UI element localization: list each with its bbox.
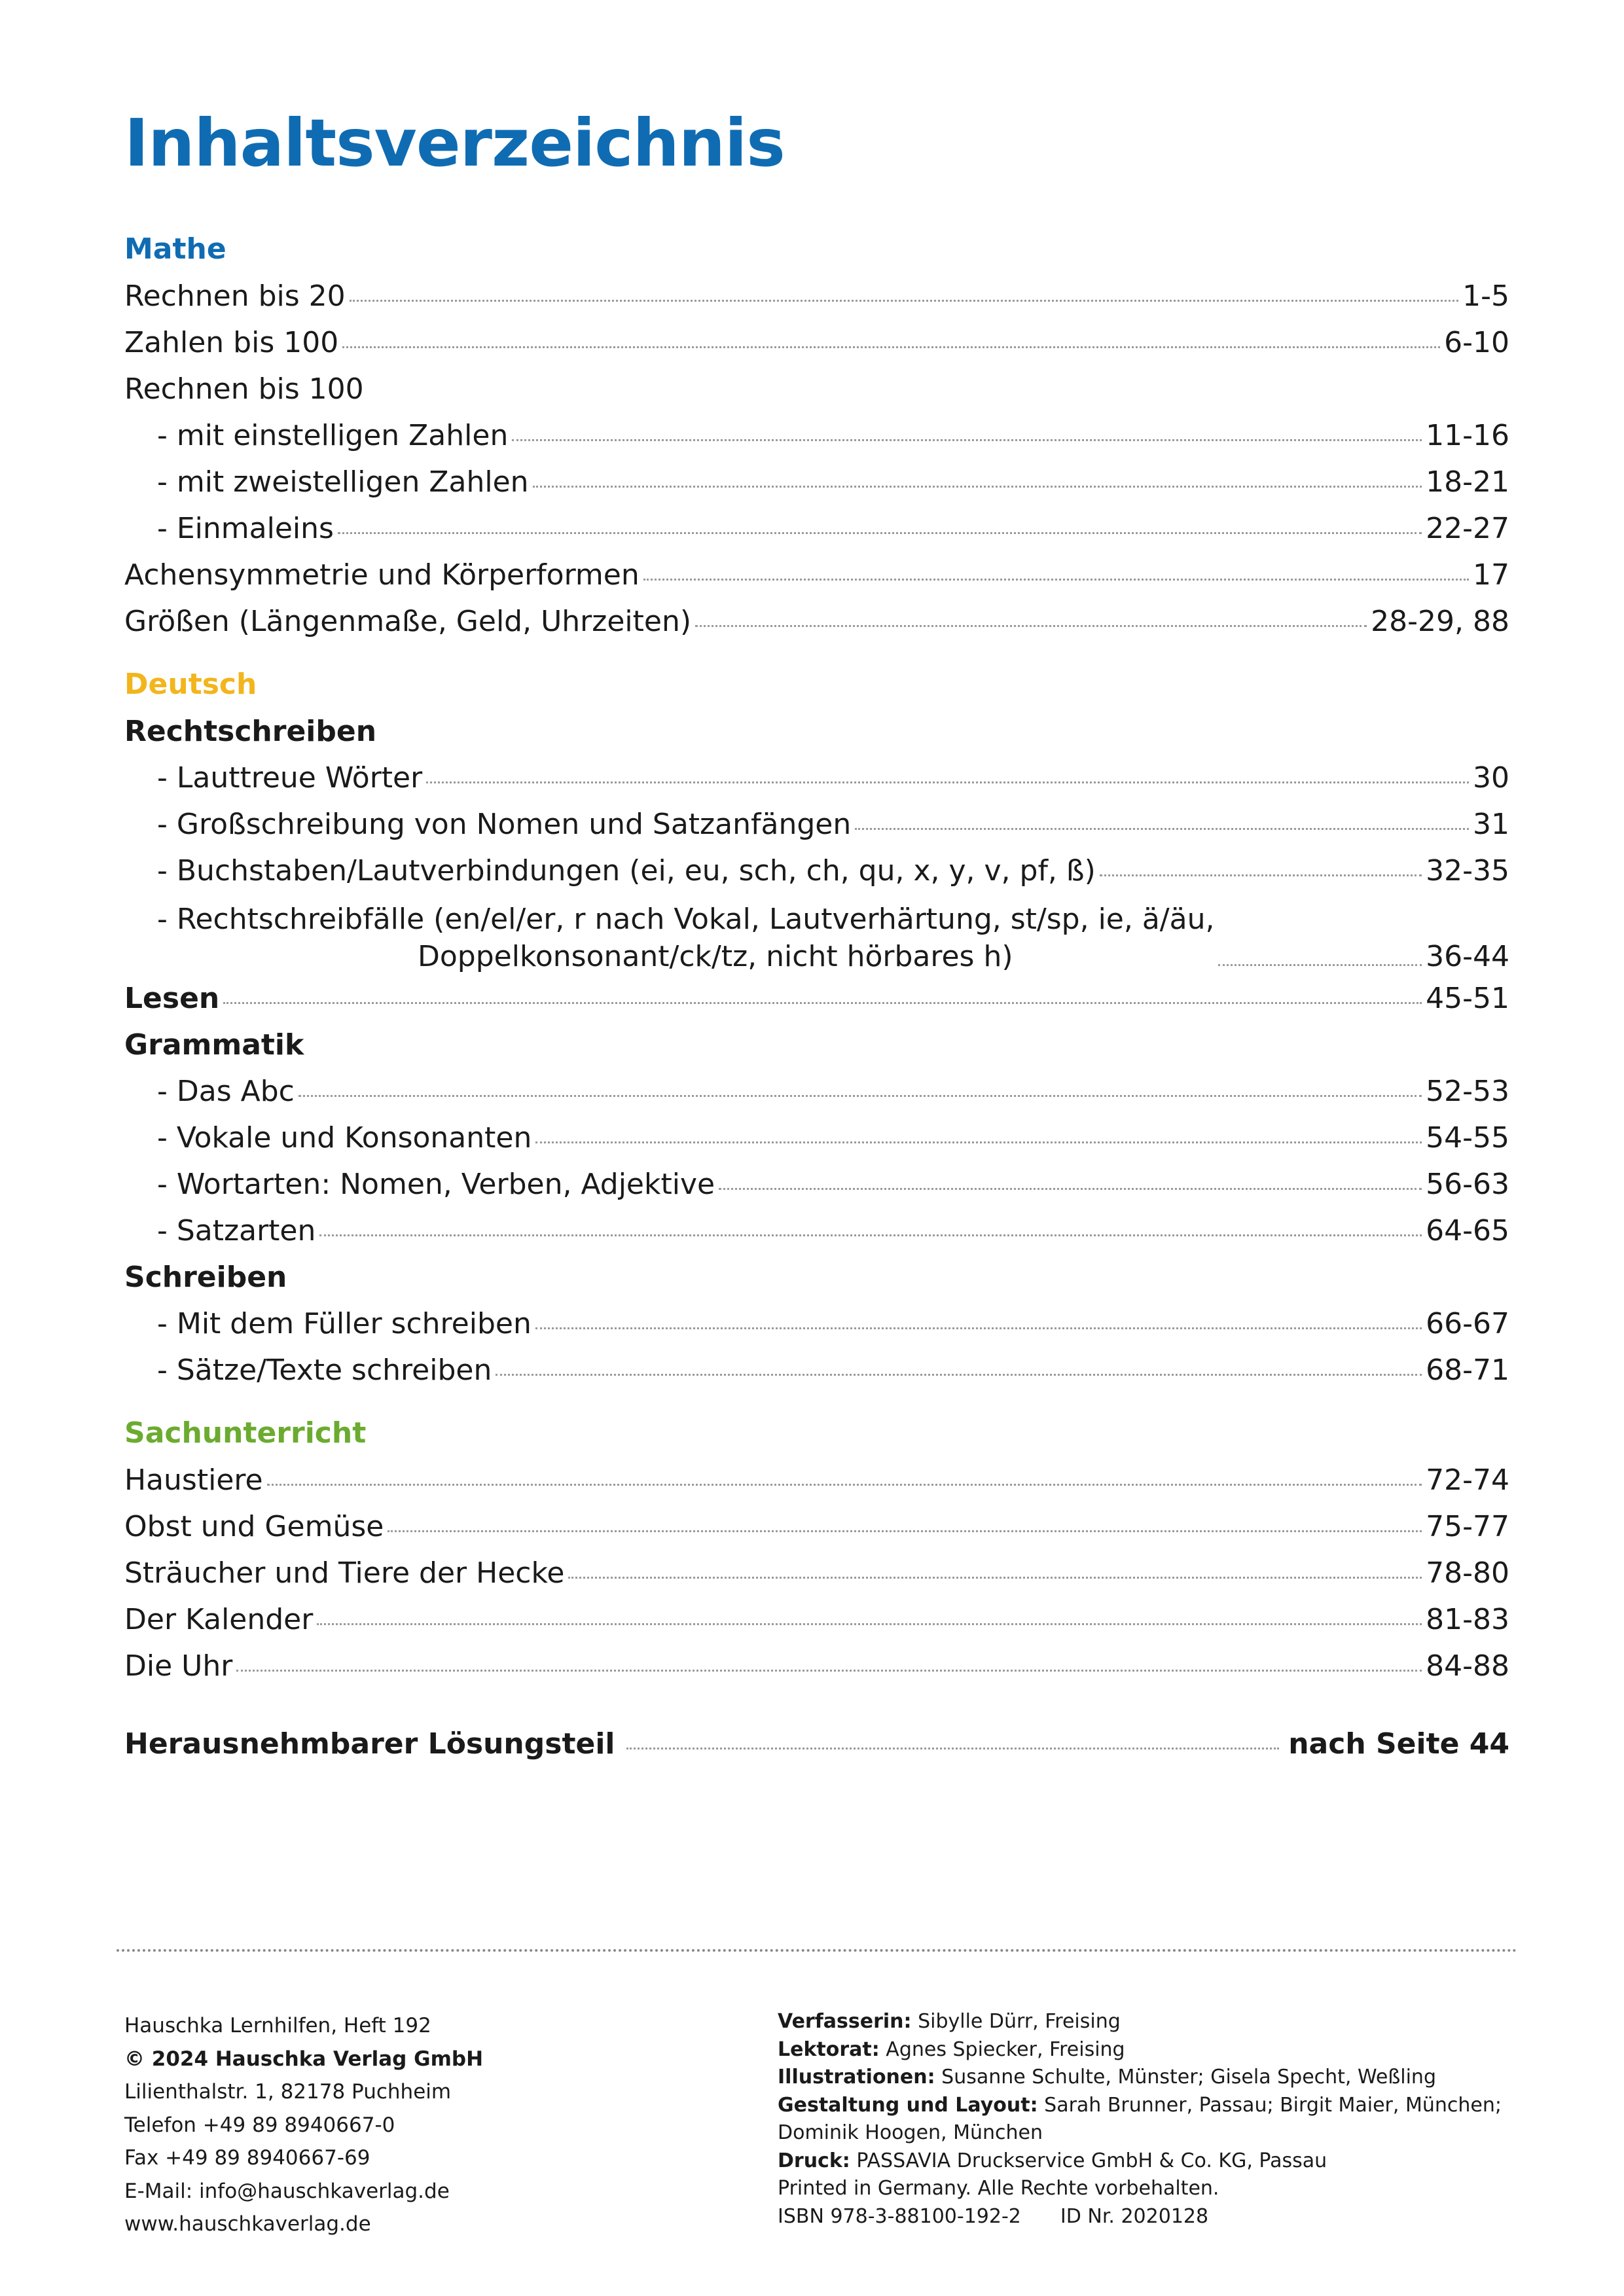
dot-leader [298, 1095, 1422, 1097]
toc-entry-saetze-texte [124, 1347, 1509, 1393]
toc-entry-label: Die Uhr [124, 1649, 233, 1683]
dot-leader [535, 1327, 1422, 1329]
toc-entry-label: Größen (Längenmaße, Geld, Uhrzeiten) [124, 605, 692, 638]
toc-entry-pages: 31 [1473, 808, 1509, 841]
toc-heading-schreiben [124, 1254, 1509, 1300]
toc-entry-label: - mit einstelligen Zahlen [157, 419, 509, 452]
toc-entry-label: - Mit dem Füller schreiben [157, 1307, 532, 1340]
toc-entry-label: - Lauttreue Wörter [157, 761, 423, 795]
credit-gestaltung [778, 2092, 1502, 2120]
section-heading-mathe: Mathe [124, 232, 226, 266]
toc-entry-pages: 52-53 [1426, 1075, 1509, 1108]
toc-entry-label: - Sätze/Texte schreiben [157, 1354, 492, 1387]
toc-entry-label: Achensymmetrie und Körperformen [124, 558, 640, 592]
table-of-contents [124, 226, 1509, 1689]
imprint-series: Hauschka Lernhilfen, Heft 192 [124, 2014, 431, 2037]
dot-leader [338, 532, 1422, 534]
toc-heading-grammatik [124, 1022, 1509, 1068]
toc-entry-label: - Einmaleins [157, 512, 334, 545]
dot-leader [1218, 964, 1422, 966]
toc-entry-einmaleins [124, 505, 1509, 552]
dot-leader [350, 300, 1458, 302]
isbn: ISBN 978-3-88100-192-2 [778, 2204, 1021, 2228]
imprint-phone: Telefon +49 89 8940667-0 [124, 2113, 395, 2137]
toc-entry-label: Der Kalender [124, 1603, 314, 1636]
footer-divider [117, 1949, 1517, 1952]
toc-entry-pages: 81-83 [1426, 1603, 1509, 1636]
dot-leader [267, 1484, 1422, 1486]
toc-entry-pages: 64-65 [1426, 1214, 1509, 1247]
dot-leader [719, 1188, 1422, 1190]
dot-leader [426, 781, 1469, 783]
toc-entry-pages: 11-16 [1426, 419, 1509, 452]
credit-verfasserin [778, 2008, 1502, 2036]
credit-value: Sarah Brunner, Passau; Birgit Maier, München; [1044, 2093, 1502, 2117]
credit-label: Gestaltung und Layout: [778, 2093, 1038, 2117]
dot-leader [317, 1623, 1422, 1625]
toc-entry-zahlen-bis-100 [124, 319, 1509, 366]
credit-value: Susanne Schulte, Münster; Gisela Specht, Weßling [941, 2066, 1436, 2089]
toc-entry-label: Herausnehmbarer Lösungsteil [124, 1727, 615, 1761]
toc-entry-pages: 84-88 [1426, 1649, 1509, 1683]
dot-leader [1100, 874, 1422, 876]
toc-entry-rechnen-bis-100 [124, 366, 1509, 412]
toc-entry-kalender [124, 1596, 1509, 1643]
dot-leader [512, 439, 1422, 441]
toc-entry-loesungsteil [124, 1721, 1509, 1767]
credit-value: Sibylle Dürr, Freising [918, 2010, 1121, 2033]
toc-entry-uhr [124, 1643, 1509, 1689]
toc-entry-rechtschreibfaelle [124, 894, 1509, 975]
toc-entry-wortarten [124, 1161, 1509, 1208]
dot-leader [388, 1530, 1422, 1532]
imprint-fax: Fax +49 89 8940667-69 [124, 2146, 370, 2170]
toc-entry-hecke [124, 1550, 1509, 1596]
toc-entry-pages: 56-63 [1426, 1168, 1509, 1201]
credit-label: Druck: [778, 2149, 850, 2172]
toc-entry-label: - Satzarten [157, 1214, 316, 1247]
dot-leader [855, 828, 1469, 830]
imprint-isbn-line [778, 2203, 1502, 2231]
toc-entry-rechnen-bis-20 [124, 273, 1509, 319]
toc-entry-label: Lesen [124, 982, 220, 1015]
dot-leader [223, 1002, 1422, 1004]
credit-gestaltung-cont: Dominik Hoogen, München [778, 2121, 1043, 2144]
credit-label: Illustrationen: [778, 2066, 935, 2089]
credit-druck [778, 2147, 1502, 2176]
toc-entry-zweistellige-zahlen [124, 459, 1509, 505]
toc-entry-satzarten [124, 1208, 1509, 1254]
toc-entry-label: - mit zweistelligen Zahlen [157, 465, 529, 499]
toc-entry-lauttreue-woerter [124, 755, 1509, 801]
imprint-email: E-Mail: info@hauschkaverlag.de [124, 2179, 450, 2203]
imprint-address: Lilienthalstr. 1, 82178 Puchheim [124, 2080, 452, 2104]
toc-entry-pages: nach Seite 44 [1288, 1727, 1509, 1761]
toc-entry-pages: 28-29, 88 [1371, 605, 1509, 638]
dot-leader [568, 1577, 1422, 1579]
credit-label: Verfasserin: [778, 2010, 912, 2033]
dot-leader [695, 625, 1367, 627]
toc-entry-label [124, 901, 1214, 975]
credit-value: PASSAVIA Druckservice GmbH & Co. KG, Passau [856, 2149, 1327, 2172]
dot-leader [496, 1374, 1422, 1376]
imprint-printed: Printed in Germany. Alle Rechte vorbehalten. [778, 2177, 1219, 2200]
toc-heading-rechtschreiben [124, 708, 1509, 755]
imprint-copyright: © 2024 Hauschka Verlag GmbH [124, 2047, 484, 2071]
imprint-publisher [124, 2009, 483, 2241]
imprint-credits [778, 2008, 1502, 2231]
toc-entry-pages: 54-55 [1426, 1121, 1509, 1155]
toc-entry-pages: 1-5 [1462, 279, 1509, 313]
toc-entry-pages: 32-35 [1426, 854, 1509, 888]
toc-entry-pages: 45-51 [1426, 982, 1509, 1015]
toc-entry-label: - Das Abc [157, 1075, 295, 1108]
toc-entry-label: Obst und Gemüse [124, 1510, 384, 1543]
section-heading-sachunterricht: Sachunterricht [124, 1416, 367, 1450]
toc-entry-label-line2: Doppelkonsonant/ck/tz, nicht hörbares h) [418, 940, 1013, 973]
toc-entry-label: Rechnen bis 20 [124, 279, 346, 313]
credit-value: Agnes Spiecker, Freising [886, 2037, 1125, 2061]
toc-entry-buchstaben [124, 848, 1509, 894]
credit-lektorat [778, 2036, 1502, 2064]
page-title: Inhaltsverzeichnis [124, 105, 785, 181]
toc-entry-haustiere [124, 1457, 1509, 1503]
toc-entry-pages: 17 [1473, 558, 1509, 592]
toc-entry-grossschreibung [124, 801, 1509, 848]
toc-entry-pages: 36-44 [1426, 940, 1509, 973]
toc-entry-label-line1: - Rechtschreibfälle (en/el/er, r nach Vokal, Lautverhärtung, st/sp, ie, ä/äu, [157, 903, 1215, 936]
toc-entry-lesen [124, 975, 1509, 1022]
credit-label: Lektorat: [778, 2037, 880, 2061]
toc-entry-label: - Wortarten: Nomen, Verben, Adjektive [157, 1168, 715, 1201]
toc-entry-label: Rechtschreiben [124, 715, 377, 748]
toc-entry-einstellige-zahlen [124, 412, 1509, 459]
toc-entry-pages: 30 [1473, 761, 1509, 795]
imprint-website: www.hauschkaverlag.de [124, 2212, 371, 2236]
credit-illustrationen [778, 2064, 1502, 2092]
toc-entry-label: Haustiere [124, 1463, 263, 1497]
dot-leader [643, 579, 1469, 581]
section-heading-deutsch: Deutsch [124, 668, 257, 701]
dot-leader [319, 1234, 1422, 1236]
toc-entry-vokale [124, 1115, 1509, 1161]
toc-entry-obst-gemuese [124, 1503, 1509, 1550]
toc-entry-label: Schreiben [124, 1261, 287, 1294]
toc-entry-pages: 72-74 [1426, 1463, 1509, 1497]
dot-leader [342, 346, 1440, 348]
toc-entry-pages: 68-71 [1426, 1354, 1509, 1387]
toc-entry-fueller [124, 1300, 1509, 1347]
toc-entry-label: - Buchstaben/Lautverbindungen (ei, eu, sch, ch, qu, x, y, v, pf, ß) [157, 854, 1096, 888]
toc-entry-label: Sträucher und Tiere der Hecke [124, 1556, 565, 1590]
dot-leader [626, 1748, 1279, 1749]
toc-entry-pages: 75-77 [1426, 1510, 1509, 1543]
toc-entry-label: Rechnen bis 100 [124, 372, 364, 406]
toc-entry-label: - Großschreibung von Nomen und Satzanfängen [157, 808, 852, 841]
toc-entry-label: Grammatik [124, 1028, 304, 1062]
toc-entry-label: Zahlen bis 100 [124, 326, 339, 359]
toc-entry-pages: 18-21 [1426, 465, 1509, 499]
toc-entry-pages: 78-80 [1426, 1556, 1509, 1590]
dot-leader [236, 1670, 1422, 1672]
toc-entry-achensymmetrie [124, 552, 1509, 598]
toc-entry-pages: 22-27 [1426, 512, 1509, 545]
toc-entry-label: - Vokale und Konsonanten [157, 1121, 532, 1155]
dot-leader [533, 486, 1422, 488]
id-number: ID Nr. 2020128 [1060, 2204, 1209, 2228]
toc-entry-das-abc [124, 1068, 1509, 1115]
dot-leader [535, 1141, 1422, 1143]
toc-entry-pages: 6-10 [1444, 326, 1509, 359]
toc-entry-groessen [124, 598, 1509, 645]
toc-entry-pages: 66-67 [1426, 1307, 1509, 1340]
